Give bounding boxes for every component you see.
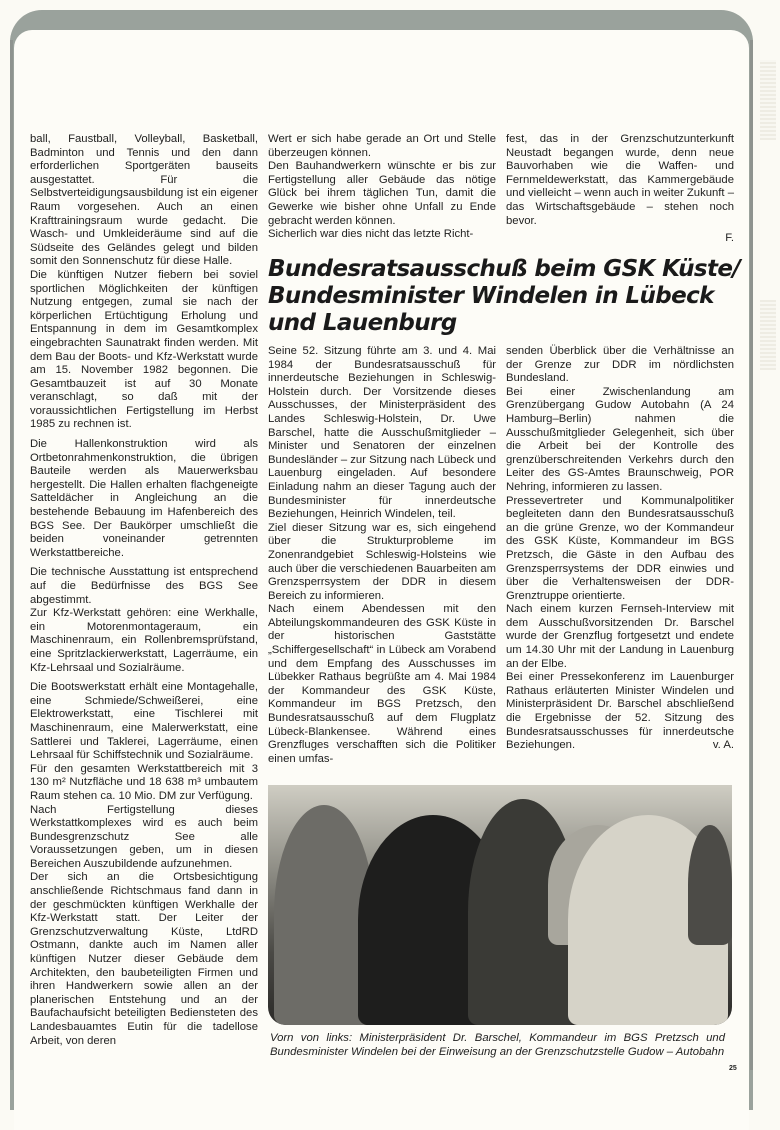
paragraph: Bei einer Pressekonferenz im Lauenburger Rathaus erläuterten Minister Windelen und Ministerpräsident Dr. Barschel abschließend die Ergebnisse der 52. Sitzung des Bundesratsausschusses für innerdeutsche Beziehungen.	[506, 671, 734, 752]
headline-line: und Lauenburg	[268, 310, 457, 336]
paragraph: Sicherlich war dies nicht das letzte Richt-	[268, 228, 474, 241]
paragraph: Für den gesamten Werkstattbereich mit 3 130 m² Nutzfläche und 18 638 m³ umbautem Raum stehen ca. 10 Mio. DM zur Verfügung.	[30, 762, 258, 802]
previous-article-column-3	[506, 133, 734, 246]
article-headline	[268, 256, 748, 337]
previous-article-column-2	[268, 133, 496, 242]
headline-line: Bundesratsausschuß beim GSK Küste/	[268, 256, 741, 282]
paragraph: ball, Faustball, Volleyball, Basketball, Badminton und Tennis und den dann erforderlichen Sportgeräten bauseits ausgestattet. Für die Selbstverteidigungsausbildung ist ein eigener Raum vorgesehen. Auch an einen Krafttrainingsraum wurde gedacht. Die Wasch- und Umkleideräume sind auf die Südseite des Geländes gelegt und bilden somit den Sonnenschutz für diese Halle.	[30, 133, 258, 268]
author-signature: F.	[725, 232, 734, 245]
paragraph: Die künftigen Nutzer fiebern bei soviel sportlichen Möglichkeiten der künftigen Nutzung entgegen, zumal sie nach der körperlichen Ertüchtigung Erholung und Entspannung in dem im Gesamtkomplex eingebrachten Saunatrakt finden werden. Mit dem Bau der Boots- und Kfz-Werkstatt wurde am 15. November 1982 begonnen. Die Gesamtbauzeit ist auf 30 Monate veranschlagt, so daß mit der voraussichtlichen Fertigstellung im Herbst 1985 zu rechnen ist.	[30, 268, 258, 431]
headline-line: Bundesminister Windelen in Lübeck	[268, 283, 714, 309]
article-body-column-left	[268, 345, 496, 766]
paragraph: Pressevertreter und Kommunalpolitiker begleiteten dann den Bundesratsausschuß an die grüne Grenze, wo der Kommandeur des GSK Küste, Kommandeur im BGS Pretzsch, die Gäste in den Aufbau des Grenzsperrsystems der DDR einwies und über die Verhaltensweisen der DDR-Grenztruppe orientierte.	[506, 494, 734, 602]
paragraph: Die Bootswerkstatt erhält eine Montagehalle, eine Schmiede/Schweißerei, eine Elektrowerkstatt, eine Tischlerei mit Maschinenraum, eine Malerwerkstatt, eine Sattlerei und Taklerei, Lagerräume, einen Lehrsaal für Schiffstechnik und Sozialräume.	[30, 681, 258, 762]
paragraph: Zur Kfz-Werkstatt gehören: eine Werkhalle, ein Motorenmontageraum, ein Maschinenraum, ein Rollenbremsprüfstand, eine Spritzlackierwerkstatt, Lagerräume, ein Kfz-Lehrsaal und Sozialräume.	[30, 607, 258, 674]
paragraph: Wert er sich habe gerade an Ort und Stelle überzeugen können.	[268, 133, 496, 159]
paragraph: fest, das in der Grenzschutzunterkunft Neustadt begangen wurde, denn neue Bauvorhaben wie die Waffen- und Fernmeldewerkstatt, das Kammergebäude und vielleicht – wenn auch in weiter Zukunft – das Wirtschaftsgebäude – stehen noch bevor.	[506, 133, 734, 227]
paragraph: Ziel dieser Sitzung war es, sich eingehend über die Strukturprobleme im Zonenrandgebiet Schleswig-Holsteins wie auch über die verschiedenen Bauarbeiten am Grenzsperrsystem der DDR in diesem Bereich zu informieren.	[268, 521, 496, 602]
photo-figure-right	[688, 825, 732, 945]
paragraph: senden Überblick über die Verhältnisse an der Grenze zur DDR im nördlichsten Bundesland.	[506, 345, 734, 385]
article-column-1	[30, 133, 258, 1048]
paragraph-with-signature	[506, 671, 734, 753]
article-body-column-right	[506, 345, 734, 752]
paragraph: Bei einer Zwischenlandung am Grenzübergang Gudow Autobahn (A 24 Hamburg–Berlin) nahmen die Ausschußmitglieder Gelegenheit, sich über die Arbeit bei der Kontrolle des grenzüberschreitenden Verkehrs durch den Leiter des GS-Amtes Braunschweig, POR Nehring, informieren zu lassen.	[506, 385, 734, 493]
photo-caption: Vorn von links: Ministerpräsident Dr. Barschel, Kommandeur im BGS Pretzsch und Bundesminister Windelen bei der Einweisung an der Grenzschutzstelle Gudow – Autobahn	[270, 1032, 725, 1058]
page-number: 25	[729, 1065, 737, 1072]
paragraph: Den Bauhandwerkern wünschte er bis zur Fertigstellung aller Gebäude das nötige Glück bei ihrem täglichen Tun, damit die Gewerke wie bisher ohne Unfall zu Ende gebracht werden können.	[268, 160, 496, 227]
author-signature: v. A.	[712, 738, 734, 751]
paragraph: Die technische Ausstattung ist entsprechend auf die Bedürfnisse des BGS See abgestimmt.	[30, 566, 258, 606]
paragraph: Nach einem Abendessen mit den Abteilungskommandeuren des GSK Küste in der historischen Gaststätte „Schiffergesellschaft“ in Lübeck am Vorabend und dem Empfang des Ausschusses im Lübekker Rathaus begrüßte am 4. Mai 1984 der Kommandeur des GSK Küste, Kommandeur im BGS Pretzsch, den Bundesratsausschuß auf dem Flugplatz Lübeck-Blankensee. Während eines Grenzfluges verschafften sich die Politiker einen umfas-	[268, 603, 496, 765]
scan-edge-artifact	[760, 60, 776, 140]
frame-border-right	[750, 40, 753, 1070]
paragraph: Der sich an die Ortsbesichtigung anschließende Richtschmaus fand dann in der geschmückten künftigen Werkhalle der Kfz-Werkstatt statt. Der Leiter der Grenzschutzverwaltung Küste, LtdRD Ostmann, dankte auch im Namen aller künftigen Nutzer dieser Gebäude dem Architekten, den baubeteiligten Firmen und ihren Handwerkern sowie allen an der planerischen Entstehung und an der Baufachaufsicht beteiligten Bediensteten des Landesbauamtes Eutin für die tadellose Arbeit, von deren	[30, 871, 258, 1047]
frame-border-left	[10, 40, 13, 1070]
paragraph: Seine 52. Sitzung führte am 3. und 4. Mai 1984 der Bundesratsausschuß für innerdeutsche Beziehungen in Schleswig-Holstein durch. Der Vorsitzende dieses Ausschusses, der Ministerpräsident des Landes Schleswig-Holstein, Dr. Uwe Barschel, hatte die Ausschußmitglieder – Minister und Senatoren der einzelnen Bundesländer – zur Sitzung nach Lübeck und Lauenburg eingeladen. Auf besondere Einladung nahm an dieser Tagung auch der Bundesminister für innerdeutsche Beziehungen, Heinrich Windelen, teil.	[268, 345, 496, 521]
scan-edge-artifact	[760, 300, 776, 370]
news-photo	[268, 785, 732, 1025]
paragraph: Nach Fertigstellung dieses Werkstattkomplexes wird es auch beim Bundesgrenzschutz See alle Voraussetzungen geben, um in diesen Bereichen Auszubildende aufzunehmen.	[30, 803, 258, 870]
paragraph: Nach einem kurzen Fernseh-Interview mit dem Ausschußvorsitzenden Dr. Barschel wurde der Grenzflug fortgesetzt und endete um 14.30 Uhr mit der Landung in Lauenburg an der Elbe.	[506, 603, 734, 670]
paragraph: Die Hallenkonstruktion wird als Ortbetonrahmenkonstruktion, die übrigen Bauteile werden als Mauerwerksbau hergestellt. Die Hallen erhalten flachgeneigte Satteldächer in Angleichung an die bestehende Bebauung im Hafenbereich des BGS See. Der Baukörper umschließt die beiden voneinander getrennten Werkstattbereiche.	[30, 438, 258, 559]
